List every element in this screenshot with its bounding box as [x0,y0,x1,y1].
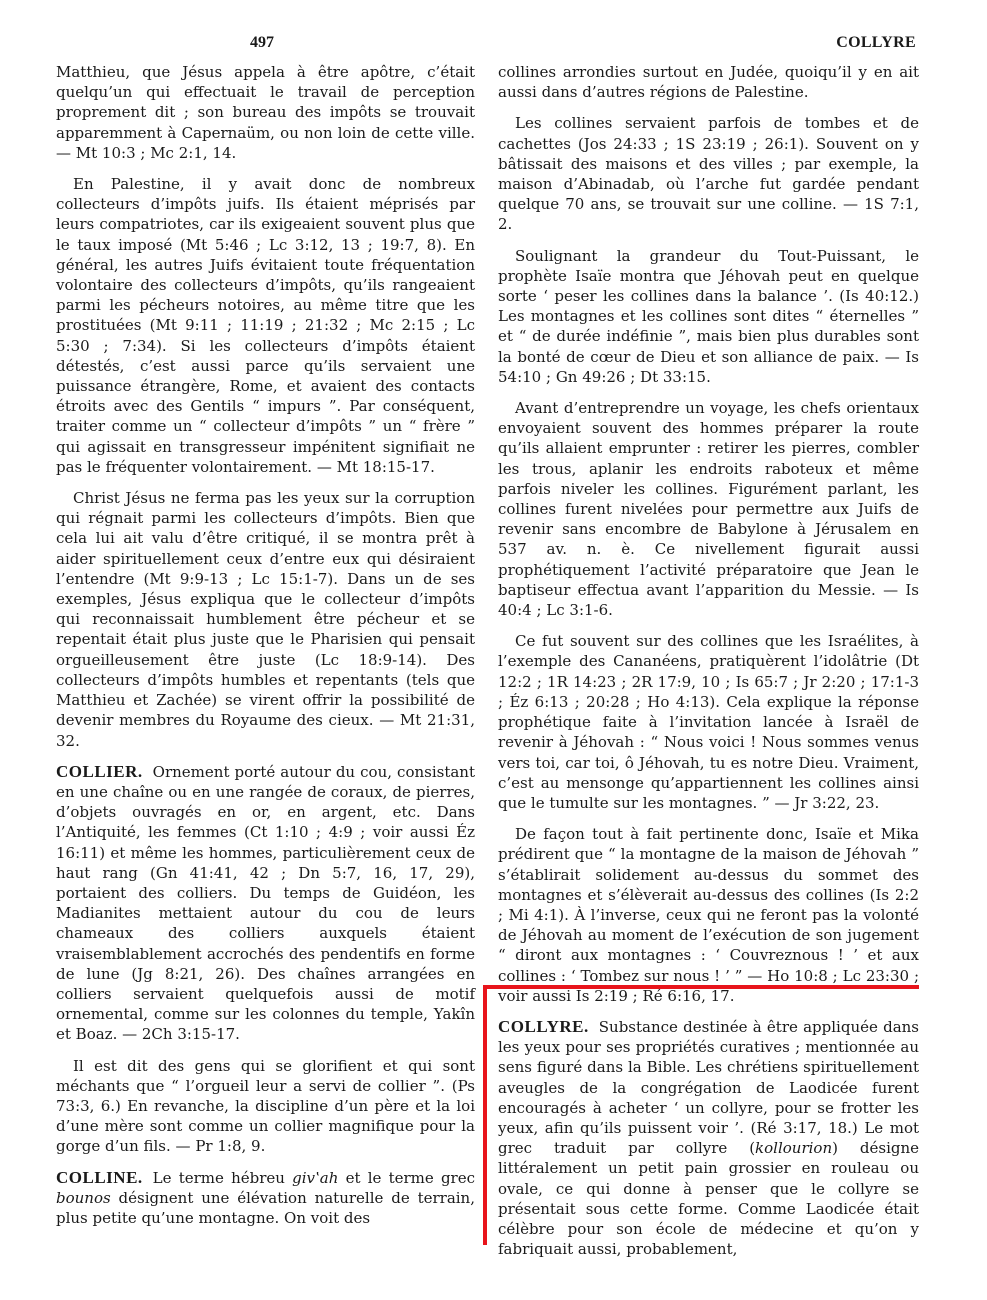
entry-collier [56,762,475,1045]
running-head: COLLYRE [836,34,916,51]
paragraph: Ce fut souvent sur des collines que les Israélites, à l’exemple des Cananéens, pratiquèrent l’idolâtrie (Dt 12:2 ; 1R 14:23 ; 2R 17:9, 10 ; Is 65:7 ; Jr 2:20 ; 17:1-3 ; Éz 6:13 ; 20:28 ; Ho 4:13). Cela explique la réponse prophétique faite à l’invitation lancée à Israël de revenir à Jéhovah : “ Nous voici ! Nous sommes venus vers toi, car toi, ô Jéhovah, tu es notre Dieu. Vraiment, c’est au mensonge qu’appartiennent les collines ainsi que le tumulte sur les montagnes. ” — Jr 3:22, 23. [498,632,919,812]
hebrew-term: givʽah [292,1168,339,1187]
entry-text: ) désigne littéralement un petit pain grossier en rouleau ou ovale, ce qui donne à penser que le collyre se présentait sous cette forme. Comme Laodicée était célèbre pour son école de médecine et qu’on y fabriquait aussi, probablement, [498,1139,920,1259]
entry-collyre [498,1017,919,1259]
paragraph: Il est dit des gens qui se glorifient et qui sont méchants que “ l’orgueil leur a servi de collier ”. (Ps 73:3, 6.) En revanche, la discipline d’un père et la loi d’une mère sont comme un collier magnifique pour la gorge d’un fils. — Pr 1:8, 9. [56,1056,475,1156]
page-number: 497 [250,34,274,51]
entry-text: Substance destinée à être appliquée dans les yeux pour ses propriétés curatives ; mentionnée au sens figuré dans la Bible. Les chrétiens spirituellement aveugles de la congrégation de Laodicée furent encouragés à acheter ‘ un collyre, pour se frotter les yeux, afin qu’ils puissent voir ’. (Ré 3:17, 18.) Le mot grec traduit par collyre ( [498,1017,919,1158]
greek-term: kollourion [755,1139,833,1158]
greek-term: bounos [56,1188,111,1207]
paragraph: Christ Jésus ne ferma pas les yeux sur la corruption qui régnait parmi les collecteurs d’impôts. Bien que cela lui ait valu d’être critiqué, il se montra prêt à aider spirituellement ceux d’entre eux qui désiraient l’entendre (Mt 9:9-13 ; Lc 15:1-7). Dans un de ses exemples, Jésus expliqua que le collecteur d’impôts qui reconnaissait humblement être pécheur et se repentait était plus juste que le Pharisien qui pensait orgueilleusement être juste (Lc 18:9-14). Des collecteurs d’impôts humbles et repentants (tels que Matthieu et Zachée) se virent offrir la possibilité de devenir membres du Royaume des cieux. — Mt 21:31, 32. [56,489,475,750]
entry-text: et le terme grec [338,1168,475,1187]
left-column [56,62,475,1239]
paragraph: collines arrondies surtout en Judée, quoiqu’il y en ait aussi dans d’autres régions de Palestine. [498,63,919,102]
entry-text: Ornement porté autour du cou, consistant en une chaîne ou en une rangée de coraux, de pierres, d’objets ouvragés en or, en argent, etc. Dans l’Antiquité, les femmes (Ct 1:10 ; 4:9 ; voir aussi Éz 16:11) et même les hommes, particulièrement ceux de haut rang (Gn 41:41, 42 ; Dn 5:7, 16, 17, 29), portaient des colliers. Du temps de Guidéon, les Madianites mettaient autour du cou de leurs chameaux des colliers auxquels étaient vraisemblablement accrochés des pendentifs en forme de lune (Jg 8:21, 26). Des chaînes arrangées en colliers servaient quelquefois aussi de motif ornemental, comme sur les colonnes du temple, Yakîn et Boaz. — 2Ch 3:15-17. [56,762,475,1044]
paragraph: Matthieu, que Jésus appela à être apôtre, c’était quelqu’un qui effectuait le travail de perception proprement dit ; son bureau des impôts se trouvait apparemment à Capernaüm, ou non loin de cette ville. — Mt 10:3 ; Mc 2:1, 14. [56,63,475,162]
entry-text: Le terme hébreu [152,1168,293,1187]
page-header [56,34,916,54]
entry-text: désignent une élévation naturelle de terrain, plus petite qu’une montagne. On voit des [56,1188,475,1227]
entry-heading: COLLYRE. [498,1016,589,1036]
paragraph: Soulignant la grandeur du Tout-Puissant, le prophète Isaïe montra que Jéhovah peut en quelque sorte ‘ peser les collines dans la balance ’. (Is 40:12.) Les montagnes et les collines sont dites “ éternelles ” et “ de durée indéfinie ”, mais bien plus durables sont la bonté de cœur de Dieu et son alliance de paix. — Is 54:10 ; Gn 49:26 ; Dt 33:15. [498,246,919,386]
paragraph: De façon tout à fait pertinente donc, Isaïe et Mika prédirent que “ la montagne de la maison de Jéhovah ” s’établirait solidement au-dessus du sommet des montagnes et s’élèverait au-dessus des collines (Is 2:2 ; Mi 4:1). À l’inverse, ceux qui ne feront pas la volonté de Jéhovah au moment de l’exécution de son jugement “ diront aux montagnes : ‘ Couvreznous ! ’ et aux collines : ‘ Tombez sur nous ! ’ ” — Ho 10:8 ; Lc 23:30 ; voir aussi Is 2:19 ; Ré 6:16, 17. [498,825,919,1005]
entry-colline [56,1168,475,1229]
entry-heading: COLLIER. [56,761,143,781]
paragraph: Les collines servaient parfois de tombes et de cachettes (Jos 24:33 ; 1S 23:19 ; 26:1). Souvent on y bâtissait des maisons et des villes ; par exemple, la maison d’Abinadab, où l’arche fut gardée pendant quelque 70 ans, se trouvait sur une colline. — 1S 7:1, 2. [498,114,919,234]
entry-heading: COLLINE. [56,1167,143,1187]
right-column [498,62,919,1270]
paragraph: Avant d’entreprendre un voyage, les chefs orientaux envoyaient souvent des hommes préparer la route qu’ils allaient emprunter : retirer les pierres, combler les trous, aplanir les endroits raboteux et même parfois niveler les collines. Figurément parlant, les collines furent nivelées pour permettre aux Juifs de revenir sans encombre de Babylone à Jérusalem en 537 av. n. è. Ce nivellement figurait aussi prophétiquement l’activité préparatoire que Jean le baptiseur effectua avant l’apparition du Messie. — Is 40:4 ; Lc 3:1-6. [498,399,919,620]
paragraph: En Palestine, il y avait donc de nombreux collecteurs d’impôts juifs. Ils étaient méprisés par leurs compatriotes, car ils exigeaient souvent plus que le taux imposé (Mt 5:46 ; Lc 3:12, 13 ; 19:7, 8). En général, les autres Juifs évitaient toute fréquentation volontaire des collecteurs d’impôts, qu’ils rangeaient parmi les pécheurs notoires, au même titre que les prostituées (Mt 9:11 ; 11:19 ; 21:32 ; Mc 2:15 ; Lc 5:30 ; 7:34). Si les collecteurs d’impôts étaient détestés, c’est aussi parce qu’ils servaient une puissance étrangère, Rome, et avaient des contacts étroits avec des Gentils “ impurs ”. Par conséquent, traiter comme un “ collecteur d’impôts ” un “ frère ” qui agissait en transgresseur impénitent signifiait ne pas le fréquenter volontairement. — Mt 18:15-17. [56,175,475,476]
